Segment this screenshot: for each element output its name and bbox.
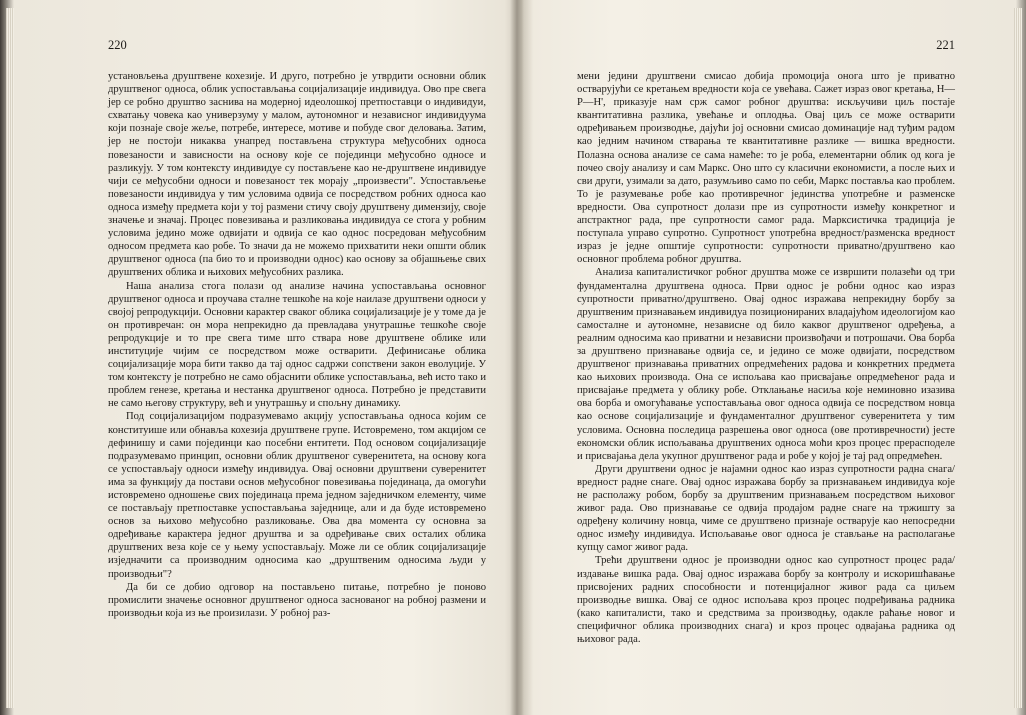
paragraph: установљења друштвене кохезије. И друго, потребно је утврдити основни облик друштвеног односа, облик успостављања социјализације индивидуа. Ово пре свега јер се робно друштво заснива на модерној идеолошкој претпоставци о индивидуи, схватању човека као универзуму у малом, аутономног и независног индивидуума који познаје своје жеље, потребе, интересе, мотиве и побуде свог деловања. Затим, јер не постоји никаква унапред постављена структура међусобних односа повезаности и зависности на основу које се појединци међусобно односе и разликују. У том контексту индивидуе су постављене као не-друштвене индивидуе чији се међусобни односи и повезаност тек морају „произвести". Успостављење повезаности индивидуа у тим условима одвија се посредством робних односа као односа између предмета који у тој размени стичу своју друштвену димензију, своје значење и значај. Процес повезивања и разликовања индивидуа се стога у робним условима једино може одвијати и одвија се као однос посредован међусобним односом предмета као робе. То значи да не можемо прихватити неки општи облик друштвеног односа (па био то и производни однос) као основу за објашњење свих друштвених облика и њихових међусобних разлика. [108,71,486,279]
paragraph: Анализа капиталистичког робног друштва може се извршити полазећи од три фундаментална друштвена односа. Први однос је робни однос као израз супротности приватно/друштвено. Овај однос изражава непрекидну борбу за друштвеним признавањем индивидуа позиционираних владајућом идеологијом као самосталне и аутономне, независне од било каквог друштвеног одређења, а реалним односима као приватни и независни произвођачи и потрошачи. Ова борба за друштвено признавање одвија се, и једино се може одвијати, посредством друштвеног признавања приватних опредмећених радова и конкретних предмета као њихових производа. Она се испољава као присвајање опредмећеног рада и присвајање предмета у облику робе. Отклањање насиља које неминовно изазива ова борба и омогућавање успостављања овог односа одвија се посредством новца као основе социјализације и фундаменталног друштвеног суверенитета у тим условима. Основна последица разрешења овог односа (ове противречности) јесте економски облик испољавања друштвених односа моћи кроз процес прерасподеле и присвајања дела укупног друштвеног рада и робе у којој је тај рад опредмећен. [577,267,955,462]
left-page-text [108,70,486,620]
paragraph: Трећи друштвени однос је производни однос као супротност процес рада/издавање вишка рада. Овај однос изражава борбу за контролу и искоришћавање присвојених радних способности и потенцијалног живог рада са циљем производње вишка. Овај се однос испољава кроз процес подређивања радника (како капиталисти, тако и средствима за производњу, одакле раћање новог и специфичног облика производних снага) и кроз процес одвајања радника од њиховог рада. [577,555,955,646]
right-page-edges [1014,8,1022,708]
paragraph: Под социјализацијом подразумевамо акцију успостављања односа којим се конституише или обнавља кохезија друштвене групе. Истовремено, том акцијом се дефинишу и сами појединци као посебни ентитети. Под основом социјализације подразумевамо принцип, основни облик друштвеног суверенитета, на основу кога се успостављају односи између индивидуа. Овај основни друштвени суверенитет има за функцију да постави основ међусобног повезивања појединаца, да омогући истовремено одношење свих појединаца према једном заједничком елементу, чиме се постављају претпоставке успостављања заједнице, али и да буде истовремено основ за њихово међусобно разликовање. Ова два момента су основна за одређивање карактера једног друштва и за одређивање свих осталих облика друштвених веза које се у њему успостављају. Може ли се облик социјализације изједначити са производним односима као „друштвеним односима људи у производњи"? [108,411,486,580]
paragraph: мени једини друштвени смисао добија промоција онога што је приватно остварујући се кретањем вредности која се увећава. Сажет израз овог кретања, Н—Р—Н', приказује нам срж самог робног друштва: искључиви циљ постаје квантитативна разлика, увећање и оплодња. Овај циљ се може остварити одређивањем производње, дајући јој основни смисао доминације над туђим радом као једним начином стварања те квантитативне разлике — вишка вредности. Полазна основа анализе се сама намеће: то је роба, елементарни облик од кога је почео своју анализу и сам Маркс. Оно што су класични економисти, а после њих и сви други, узимали за дато, разумљиво само по себи, Маркс поставља као проблем. То је разумевање робе као противречног јединства употребне и разменске вредности. Ова супротност долази пре из супротности између конкретног и апстрактног рада, пре супротности самог рада. Марксистичка традиција је поступала управо супротно. Супротност употребна вредност/разменска вредност израз је једне општије супротности: супротности приватно/друштвено као основног проблема робног друштва. [577,71,955,266]
book-gutter [510,0,524,715]
left-page-edges [6,8,14,708]
paragraph: Наша анализа стога полази од анализе начина успостављања основног друштвеног односа и проучава сталне тешкоће на које наилазе друштвени односи у својој репродукцији. Основни карактер сваког облика социјализације је у томе да је он противречан: он мора непрекидно да превладава унутрашње тешкоће своје репродукције и то пре свега тиме што ствара нове друштвене облике или институције чијим се посредством може остварити. Дефинисање облика социјализације мора бити такво да тај однос садржи сопствени закон еволуције. У том контексту је потребно не само објаснити облике успостављања, већ исто тако и проблем генезе, кретања и нестанка друштвеног односа. Потребно је представити не само његову структуру, већ и унутрашњу и спољну динамику. [108,280,486,410]
paragraph: Други друштвени однос је најамни однос као израз супротности радна снага/вредност радне снаге. Овај однос изражава борбу за признавањем индивидуа које не располажу робом, борбу за друштвеним признавањем посредством њиховог живог рада. Ово признавање се одвија продајом радне снаге на тржишту за одређену количину новца, чиме се друштвено признаје остварује као непосредни однос између индивидуа. Испољавање овог односа је стављање на располагање купцу самог живог рада. [577,463,955,554]
page-number-left: 220 [108,38,127,52]
paragraph: Да би се добио одговор на постављено питање, потребно је поново промислити значење основног друштвеног односа заснованог на робној размени и производњи која из ње произилази. У робној раз- [108,581,486,619]
right-page-text [577,70,955,646]
page-number-right: 221 [936,38,955,52]
